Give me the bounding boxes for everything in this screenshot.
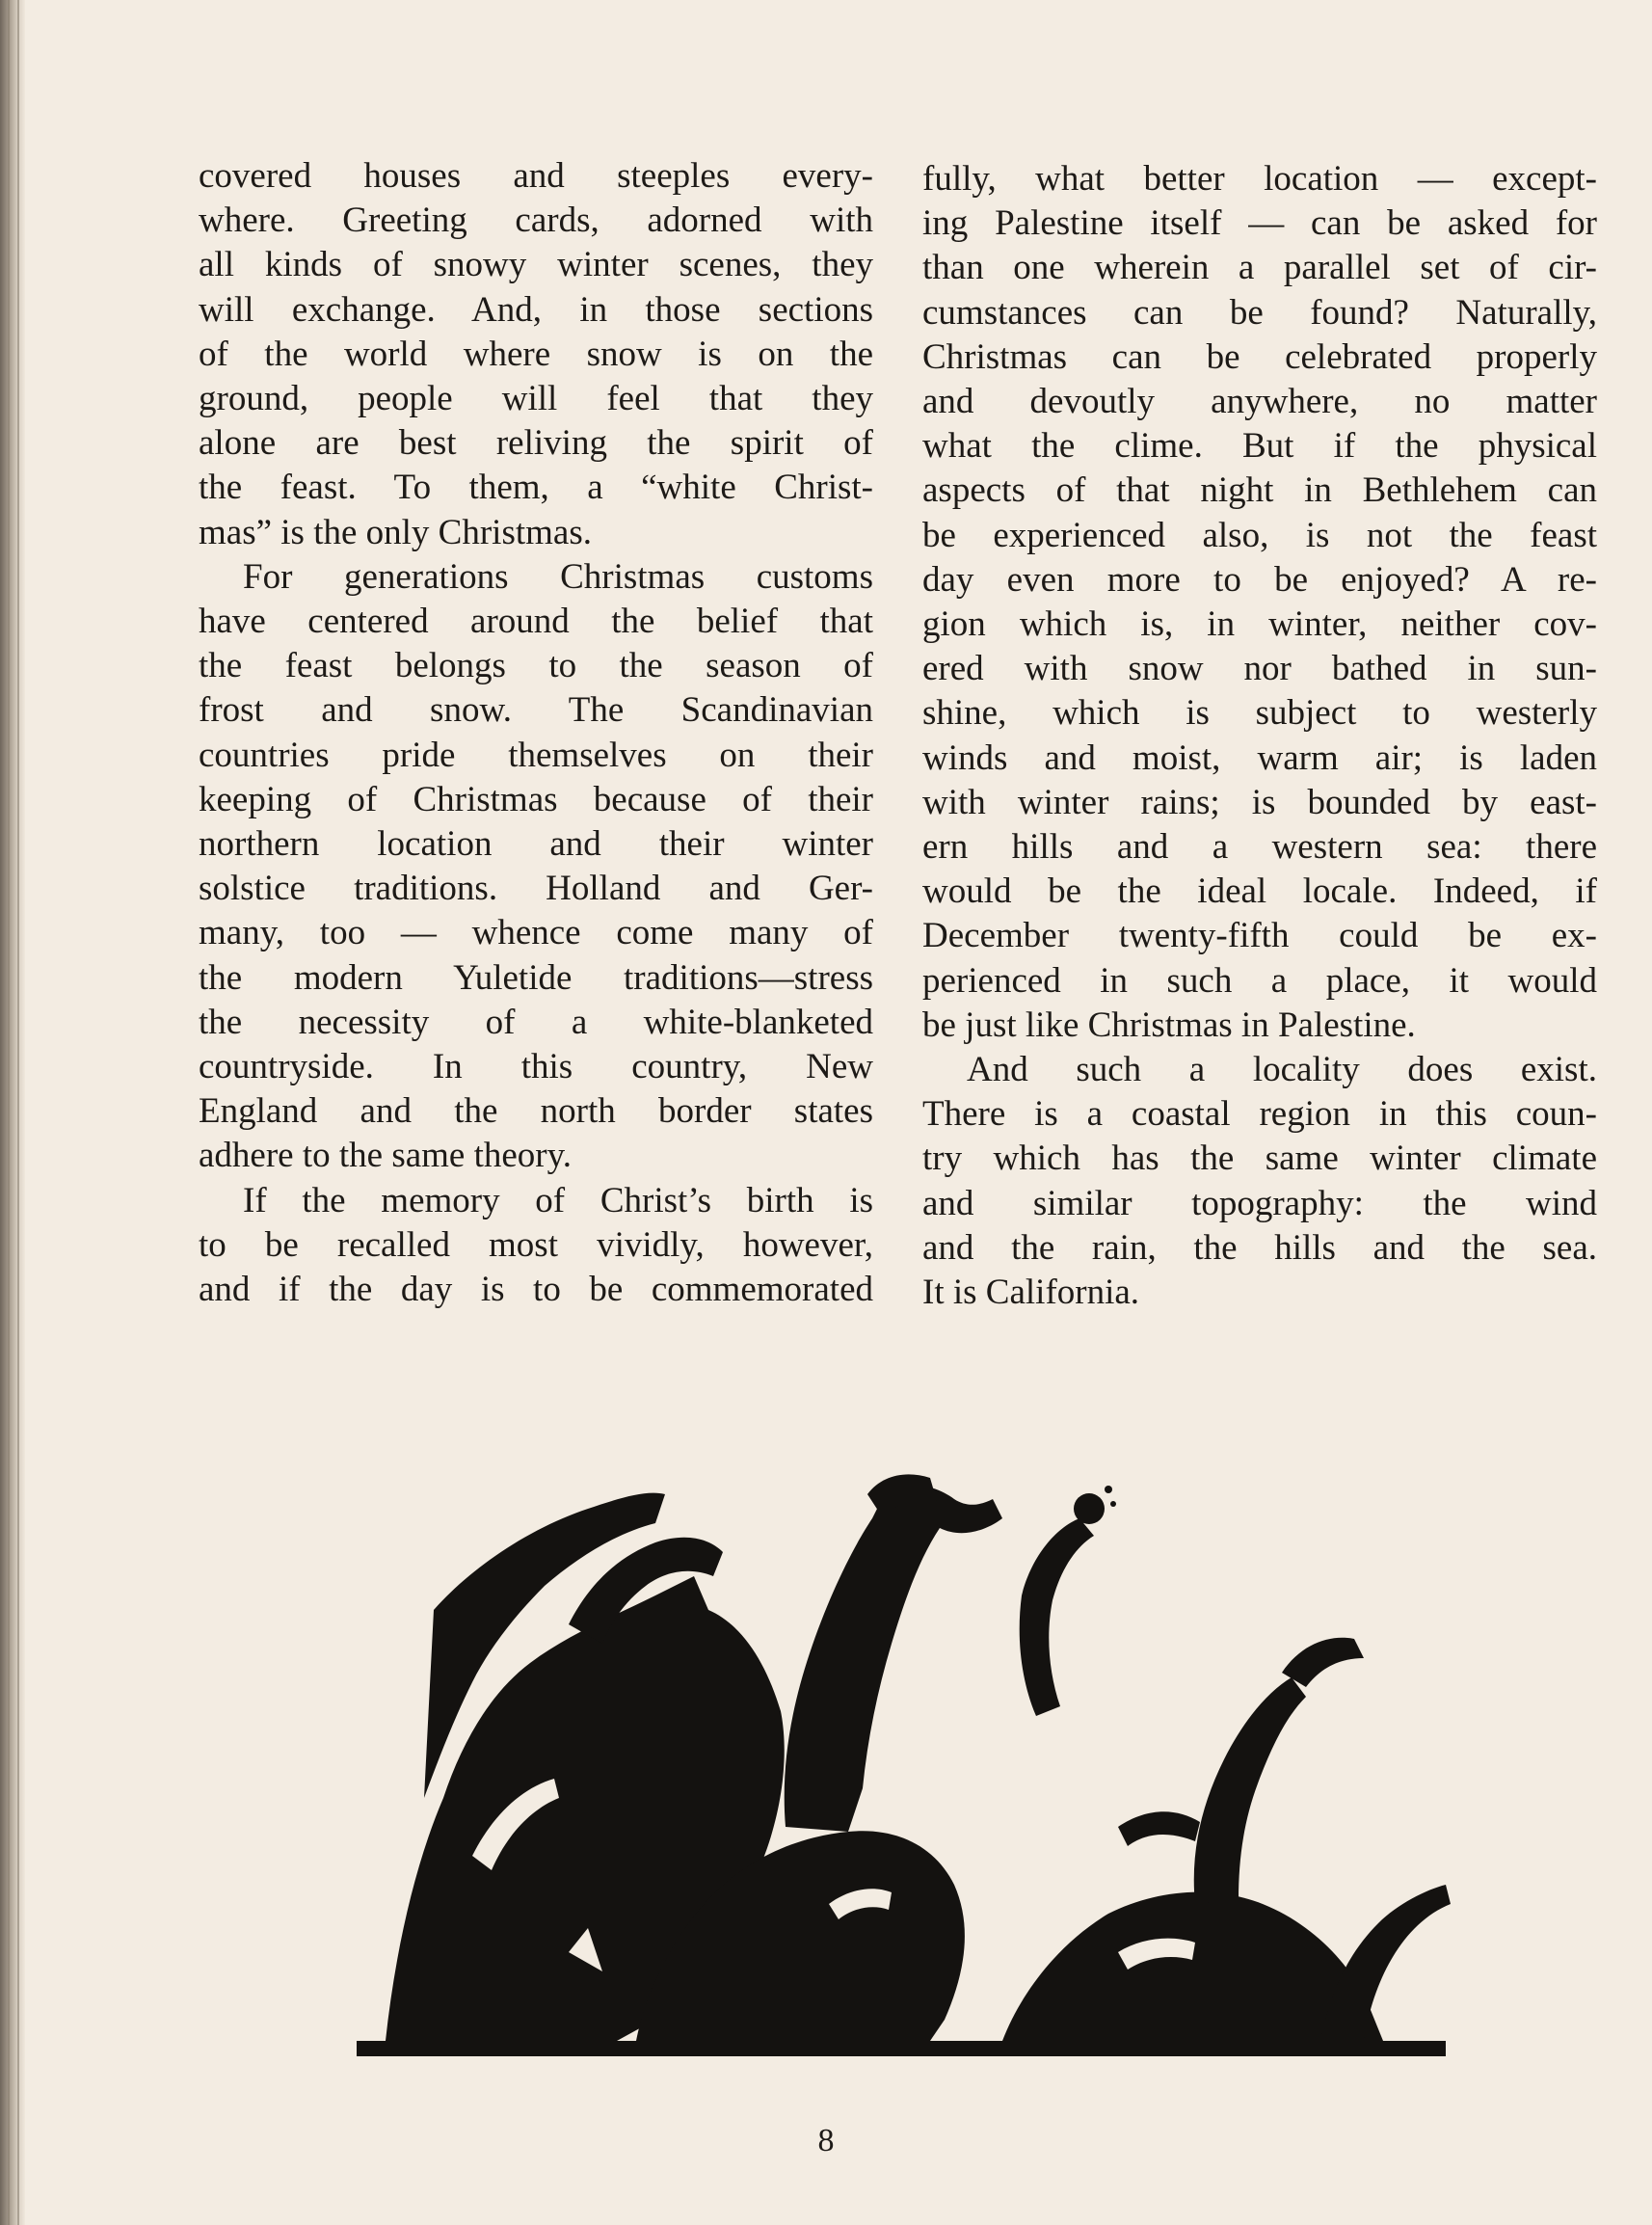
text-line: perienced in such a place, it would [922,960,1597,1001]
text-line: frost and snow. The Scandinavian [199,690,873,731]
text-line: be just like Christmas in Palestine. [922,1005,1416,1045]
text-line: December twenty-fifth could be ex- [922,916,1597,956]
text-line: many, too — whence come many of [199,913,873,953]
text-line: and if the day is to be commemorated [199,1270,873,1310]
text-line: ered with snow nor bathed in sun- [922,649,1597,689]
text-line: ground, people will feel that they [199,379,873,419]
binding-line [17,0,19,2225]
text-line: the modern Yuletide traditions—stress [199,957,873,998]
text-line: and the rain, the hills and the sea. [922,1227,1597,1268]
text-line: than one wherein a parallel set of cir- [922,248,1597,288]
text-line: will exchange. And, in those sections [199,289,873,330]
paragraph-start-line: And such a locality does exist. [967,1050,1597,1090]
text-line: all kinds of snowy winter scenes, they [199,245,873,285]
text-line: gion which is, in winter, neither cov- [922,604,1597,645]
right-text-column [922,157,1597,1315]
left-text-column [199,154,873,1312]
text-line: what the clime. But if the physical [922,426,1597,467]
text-line: where. Greeting cards, adorned with [199,201,873,241]
text-line: be experienced also, is not the feast [922,515,1597,555]
text-line: keeping of Christmas because of their [199,779,873,819]
resting-camels-silhouette-icon [328,1451,1465,2078]
text-line: winds and moist, warm air; is laden [922,737,1597,778]
text-line: day even more to be enjoyed? A re- [922,559,1597,600]
text-line: England and the north border states [199,1091,873,1132]
page-binding-edge [0,0,25,2225]
binding-line [8,0,10,2225]
text-line: northern location and their winter [199,824,873,865]
text-line: of the world where snow is on the [199,334,873,374]
text-line: countries pride themselves on their [199,735,873,775]
text-line: the feast. To them, a “white Christ- [199,468,873,508]
text-line: covered houses and steeples every- [199,156,873,196]
text-line: the feast belongs to the season of [199,646,873,686]
text-line: countryside. In this country, New [199,1047,873,1087]
text-line: Christmas can be celebrated properly [922,336,1597,377]
text-line: There is a coastal region in this coun- [922,1094,1597,1135]
text-line: would be the ideal locale. Indeed, if [922,871,1597,912]
text-line: have centered around the belief that [199,602,873,642]
text-line: and devoutly anywhere, no matter [922,382,1597,422]
text-line: It is California. [922,1273,1140,1313]
text-line: the necessity of a white-blanketed [199,1002,873,1042]
paragraph-start-line: For generations Christmas customs [243,556,873,597]
text-line: alone are best reliving the spirit of [199,423,873,464]
text-line: aspects of that night in Bethlehem can [922,470,1597,511]
text-line: solstice traditions. Holland and Ger- [199,869,873,909]
text-line: adhere to the same theory. [199,1136,572,1176]
text-line: try which has the same winter climate [922,1139,1597,1179]
text-line: ing Palestine itself — can be asked for [922,203,1597,244]
text-line: mas” is the only Christmas. [199,512,592,552]
paragraph-start-line: If the memory of Christ’s birth is [243,1180,873,1220]
text-line: ern hills and a western sea: there [922,827,1597,868]
text-line: fully, what better location — except- [922,159,1597,199]
text-line: to be recalled most vividly, however, [199,1224,873,1265]
page-number: 8 [817,2123,835,2158]
text-line: cumstances can be found? Naturally, [922,292,1597,333]
text-line: shine, which is subject to westerly [922,693,1597,734]
text-line: and similar topography: the wind [922,1183,1597,1223]
text-line: with winter rains; is bounded by east- [922,782,1597,822]
